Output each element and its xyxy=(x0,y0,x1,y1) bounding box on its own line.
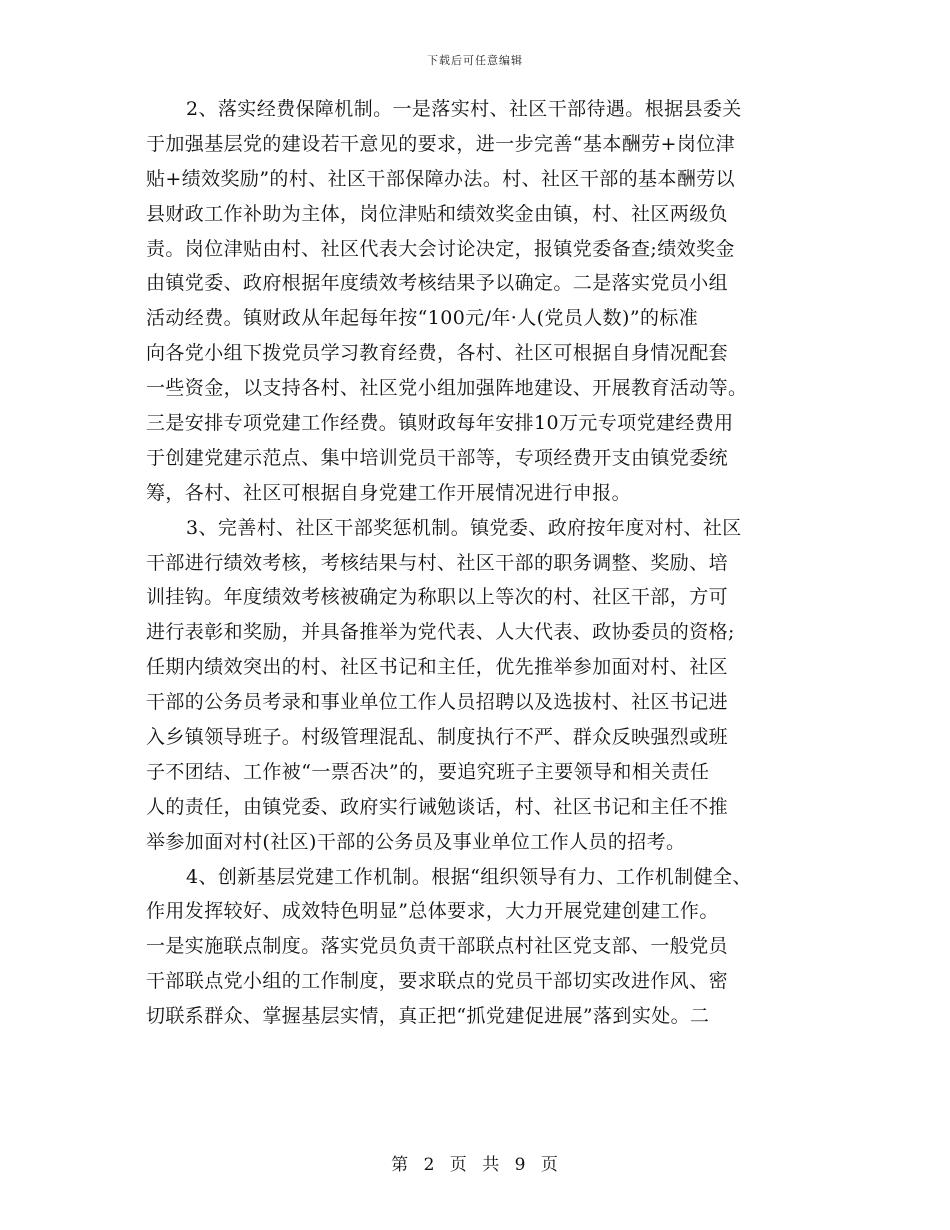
total-label: 共 xyxy=(482,1155,501,1175)
paragraph-line: 2、落实经费保障机制。一是落实村、社区干部待遇。根据县委关 xyxy=(186,98,742,120)
page-header-note: 下载后可任意编辑 xyxy=(427,54,523,67)
paragraph-line: 贴+绩效奖励”的村、社区干部保障办法。村、社区干部的基本酬劳以 xyxy=(146,167,736,190)
paragraph-line: 一些资金，以支持各村、社区党小组加强阵地建设、开展教育活动等。 xyxy=(146,377,748,400)
paragraph-line: 干部进行绩效考核，考核结果与村、社区干部的职务调整、奖励、培 xyxy=(146,551,729,574)
paragraph-line: 三是安排专项党建工作经费。镇财政每年安排10万元专项党建经费用 xyxy=(146,412,734,435)
paragraph-line: 责。岗位津贴由村、社区代表大会讨论决定，报镇党委备查;绩效奖金 xyxy=(146,237,735,260)
paragraph-line: 干部联点党小组的工作制度，要求联点的党员干部切实改进作风、密 xyxy=(146,970,729,993)
current-page-number: 2 xyxy=(423,1155,436,1175)
paragraph-line: 进行表彰和奖励，并具备推举为党代表、人大代表、政协委员的资格; xyxy=(146,621,735,644)
paragraph-line: 3、完善村、社区干部奖惩机制。镇党委、政府按年度对村、社区 xyxy=(186,516,742,539)
paragraph-line: 于加强基层党的建设若干意见的要求，进一步完善“基本酬劳+岗位津 xyxy=(146,132,736,155)
paragraph-line: 活动经费。镇财政从年起每年按“100元/年·人(党员人数)”的标准 xyxy=(146,307,699,330)
paragraph-line: 由镇党委、政府根据年度绩效考核结果予以确定。二是落实党员小组 xyxy=(146,272,729,295)
paragraph-line: 向各党小组下拨党员学习教育经费，各村、社区可根据自身情况配套 xyxy=(146,342,729,365)
total-unit: 页 xyxy=(540,1155,559,1175)
paragraph-line: 4、创新基层党建工作机制。根据“组织领导有力、工作机制健全、 xyxy=(186,865,752,888)
paragraph-line: 筹，各村、社区可根据自身党建工作开展情况进行申报。 xyxy=(146,481,632,504)
paragraph-line: 任期内绩效突出的村、社区书记和主任，优先推举参加面对村、社区 xyxy=(146,656,729,679)
page-footer xyxy=(0,1150,950,1175)
document-body xyxy=(146,92,806,1034)
paragraph-line: 人的责任，由镇党委、政府实行诫勉谈话，村、社区书记和主任不推 xyxy=(146,795,729,818)
paragraph-line: 于创建党建示范点、集中培训党员干部等，专项经费开支由镇党委统 xyxy=(146,446,729,469)
paragraph-line: 一是实施联点制度。落实党员负责干部联点村社区党支部、一般党员 xyxy=(146,935,729,958)
paragraph-line: 县财政工作补助为主体，岗位津贴和绩效奖金由镇，村、社区两级负 xyxy=(146,202,729,225)
paragraph-line: 子不团结、工作被“一票否决”的，要追究班子主要领导和相关责任 xyxy=(146,760,710,783)
total-pages-number: 9 xyxy=(514,1155,527,1175)
page-label: 第 xyxy=(391,1155,410,1175)
paragraph-line: 训挂钩。年度绩效考核被确定为称职以上等次的村、社区干部，方可 xyxy=(146,586,729,609)
paragraph-line: 作用发挥较好、成效特色明显”总体要求，大力开展党建创建工作。 xyxy=(146,900,719,923)
paragraph-line: 入乡镇领导班子。村级管理混乱、制度执行不严、群众反映强烈或班 xyxy=(146,726,729,749)
paragraph-line: 举参加面对村(社区)干部的公务员及事业单位工作人员的招考。 xyxy=(146,830,686,853)
paragraph-line: 干部的公务员考录和事业单位工作人员招聘以及选拔村、社区书记进 xyxy=(146,691,729,714)
page-unit: 页 xyxy=(449,1155,468,1175)
paragraph-line: 切联系群众、掌握基层实情，真正把“抓党建促进展”落到实处。二 xyxy=(146,1005,710,1028)
